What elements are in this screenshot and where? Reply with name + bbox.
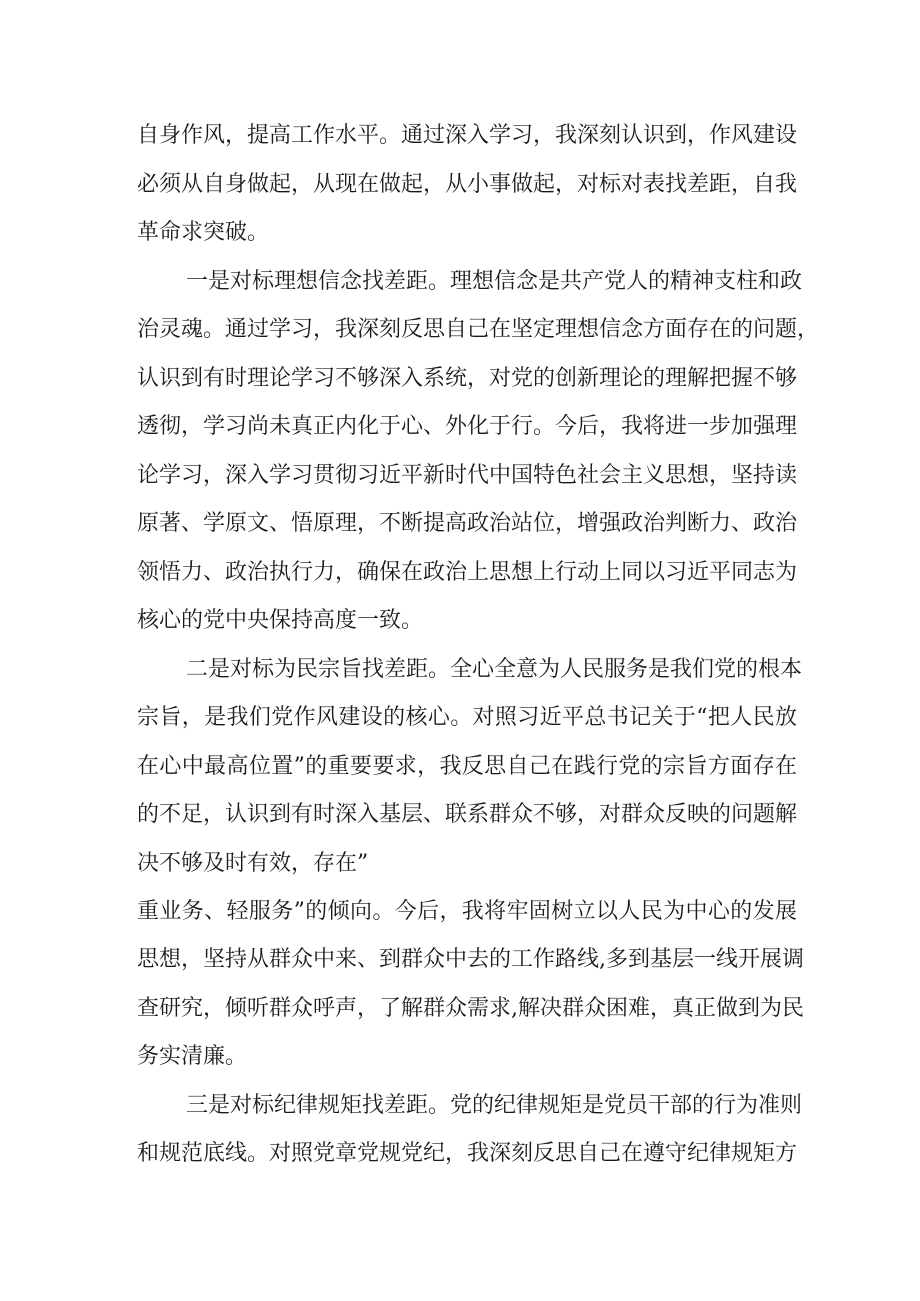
paragraph-first-line: 一是对标理想信念找差距。理想信念是共产党人的精神支柱和政 xyxy=(186,269,803,294)
text-line: 透彻，学习尚未真正内化于心、外化于行。今后，我将进一步加强理 xyxy=(137,414,798,439)
text-line: 在心中最高位置”的重要要求，我反思自己在践行党的宗旨方面存在 xyxy=(137,754,797,779)
text-line: 论学习，深入学习贯彻习近平新时代中国特色社会主义思想，坚持读 xyxy=(137,463,798,488)
text-line: 查研究，倾听群众呼声，了解群众需求,解决群众困难，真正做到为民 xyxy=(137,996,804,1021)
text-line: 自身作风，提高工作水平。通过深入学习，我深刻认识到，作风建设 xyxy=(137,123,798,148)
text-line: 务实清廉。 xyxy=(137,1044,248,1069)
text-line: 的不足，认识到有时深入基层、联系群众不够，对群众反映的问题解 xyxy=(137,802,798,827)
paragraph-first-line: 三是对标纪律规矩找差距。党的纪律规矩是党员干部的行为准则 xyxy=(186,1093,803,1118)
text-line: 决不够及时有效，存在” xyxy=(137,851,369,876)
text-line: 领悟力、政治执行力，确保在政治上思想上行动上同以习近平同志为 xyxy=(137,560,798,585)
text-line: 思想，坚持从群众中来、到群众中去的工作路线,多到基层一线开展调 xyxy=(137,947,804,972)
text-line: 重业务、轻服务”的倾向。今后，我将牢固树立以人民为中心的发展 xyxy=(137,899,797,924)
text-line: 和规范底线。对照党章党规党纪，我深刻反思自己在遵守纪律规矩方 xyxy=(137,1141,798,1166)
text-line: 必须从自身做起，从现在做起，从小事做起，对标对表找差距，自我 xyxy=(137,172,798,197)
text-line: 革命求突破。 xyxy=(137,220,270,245)
text-line: 治灵魂。通过学习，我深刻反思自己在坚定理想信念方面存在的问题， xyxy=(137,317,820,342)
text-line: 核心的党中央保持高度一致。 xyxy=(137,608,424,633)
text-line: 认识到有时理论学习不够深入系统，对党的创新理论的理解把握不够 xyxy=(137,366,798,391)
text-line: 宗旨，是我们党作风建设的核心。对照习近平总书记关于“把人民放 xyxy=(137,705,797,730)
paragraph-first-line: 二是对标为民宗旨找差距。全心全意为人民服务是我们党的根本 xyxy=(186,657,803,682)
text-line: 原著、学原文、悟原理，不断提高政治站位，增强政治判断力、政治 xyxy=(137,511,798,536)
